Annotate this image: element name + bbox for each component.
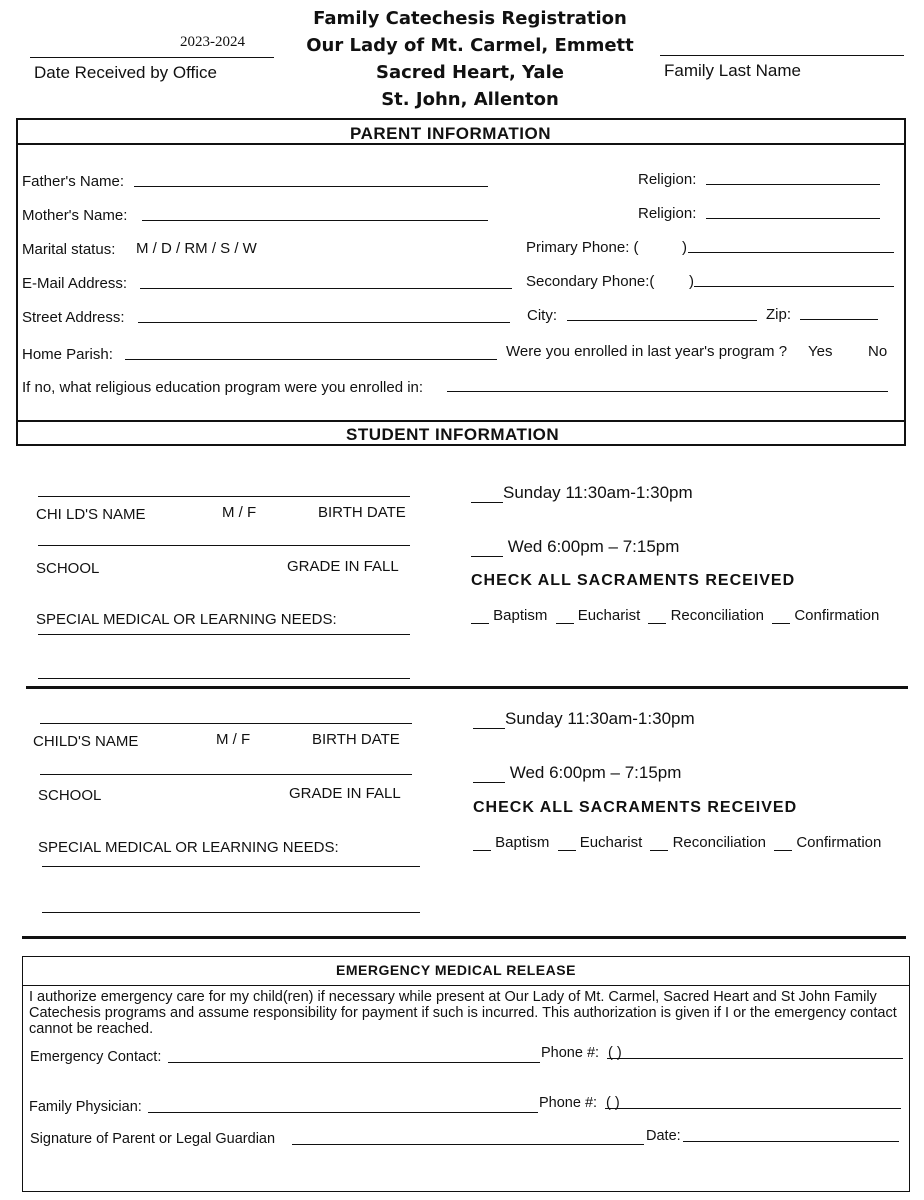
physician-phone-field[interactable] [605, 1108, 901, 1109]
emergency-phone-label: Phone #: [541, 1045, 600, 1061]
family-last-name-line[interactable] [660, 55, 904, 56]
enrolled-yes[interactable]: Yes [808, 343, 833, 360]
parish-line-3: St. John, Allenton [381, 89, 559, 110]
mothers-name-label: Mother's Name: [22, 207, 128, 224]
child1-needs-line-1[interactable] [38, 634, 410, 635]
child2-sunday-option[interactable]: Sunday 11:30am-1:30pm [473, 709, 695, 729]
child1-birthdate-label: BIRTH DATE [318, 504, 406, 521]
mothers-name-field[interactable] [142, 220, 488, 221]
previous-program-label: If no, what religious education program were you enrolled in: [22, 379, 424, 396]
email-field[interactable] [140, 288, 512, 289]
child2-needs-label: SPECIAL MEDICAL OR LEARNING NEEDS: [38, 839, 339, 856]
home-parish-field[interactable] [125, 359, 497, 360]
child1-sunday-option[interactable]: Sunday 11:30am-1:30pm [471, 483, 693, 503]
parent-info-box [16, 118, 906, 446]
enrolled-no[interactable]: No [868, 343, 888, 360]
child2-wed-option[interactable]: Wed 6:00pm – 7:15pm [473, 763, 681, 783]
email-label: E-Mail Address: [22, 275, 128, 292]
emergency-section-title: EMERGENCY MEDICAL RELEASE [336, 962, 576, 978]
child1-name-line[interactable] [38, 496, 410, 497]
child2-school-line[interactable] [40, 774, 412, 775]
child1-school-line[interactable] [38, 545, 410, 546]
city-label: City: [527, 307, 557, 324]
mother-religion-label: Religion: [638, 205, 697, 222]
child2-birthdate-label: BIRTH DATE [312, 731, 400, 748]
child2-sacrament-options[interactable]: Baptism Eucharist Reconciliation Confirmation [473, 834, 881, 851]
father-religion-field[interactable] [706, 184, 880, 185]
parish-line-1: Our Lady of Mt. Carmel, Emmett [306, 35, 634, 56]
student-section-title: STUDENT INFORMATION [346, 425, 560, 444]
child2-needs-line-2[interactable] [42, 912, 420, 913]
secondary-phone-close: ) [689, 273, 694, 290]
primary-phone-field[interactable] [688, 252, 894, 253]
city-field[interactable] [567, 320, 757, 321]
street-field[interactable] [138, 322, 510, 323]
primary-phone-close: ) [682, 239, 687, 256]
child2-name-line[interactable] [40, 723, 412, 724]
physician-phone-paren: ( ) [606, 1095, 620, 1111]
family-physician-label: Family Physician: [29, 1099, 142, 1115]
marital-status-label: Marital status: [22, 241, 116, 258]
child2-sacraments-heading: CHECK ALL SACRAMENTS RECEIVED [473, 799, 798, 816]
signature-label: Signature of Parent or Legal Guardian [30, 1131, 276, 1147]
child2-needs-line-1[interactable] [42, 866, 420, 867]
authorization-paragraph: I authorize emergency care for my child(ren) if necessary while present at Our Lady of Mt. Carmel, Sacred Heart and St John Family Catechesis programs and assume responsibility for payment if such is incurred. This authorization is given if I or the emergency contact cannot be reached. [29, 989, 897, 1037]
emergency-phone-paren: ( ) [608, 1045, 622, 1061]
emergency-phone-field[interactable] [607, 1058, 903, 1059]
parent-section-title: PARENT INFORMATION [350, 124, 552, 143]
signature-field[interactable] [292, 1144, 644, 1145]
emergency-contact-label: Emergency Contact: [30, 1049, 162, 1065]
child1-wed-option[interactable]: Wed 6:00pm – 7:15pm [471, 537, 679, 557]
father-religion-label: Religion: [638, 171, 697, 188]
child1-needs-line-2[interactable] [38, 678, 410, 679]
child1-sacraments-heading: CHECK ALL SACRAMENTS RECEIVED [471, 572, 796, 589]
emergency-divider [22, 936, 906, 939]
child2-name-label: CHILD'S NAME [33, 733, 139, 750]
child2-school-label: SCHOOL [38, 787, 102, 804]
child1-sacrament-options[interactable]: Baptism Eucharist Reconciliation Confirmation [471, 607, 879, 624]
zip-label: Zip: [766, 306, 792, 323]
primary-phone-label: Primary Phone: ( [526, 239, 639, 256]
child2-grade-label: GRADE IN FALL [289, 785, 401, 802]
enrolled-question: Were you enrolled in last year's program ? [506, 343, 788, 360]
family-last-name-label: Family Last Name [664, 61, 801, 80]
emergency-title-rule [22, 985, 910, 986]
child2-gender[interactable]: M / F [216, 731, 251, 748]
child1-school-label: SCHOOL [36, 560, 100, 577]
secondary-phone-field[interactable] [694, 286, 894, 287]
secondary-phone-label: Secondary Phone:( [526, 273, 655, 290]
date-received-line[interactable] [30, 57, 274, 58]
emergency-contact-field[interactable] [168, 1062, 540, 1063]
zip-field[interactable] [800, 319, 878, 320]
fathers-name-label: Father's Name: [22, 173, 125, 190]
marital-status-options[interactable]: M / D / RM / S / W [136, 240, 257, 257]
family-physician-field[interactable] [148, 1112, 538, 1113]
child1-name-label: CHI LD'S NAME [36, 506, 146, 523]
physician-phone-label: Phone #: [539, 1095, 598, 1111]
child1-gender[interactable]: M / F [222, 504, 257, 521]
date-received-label: Date Received by Office [34, 63, 217, 82]
previous-program-field[interactable] [447, 391, 888, 392]
school-year: 2023-2024 [180, 34, 245, 50]
child1-needs-label: SPECIAL MEDICAL OR LEARNING NEEDS: [36, 611, 337, 628]
form-title: Family Catechesis Registration [313, 8, 627, 29]
street-label: Street Address: [22, 309, 125, 326]
date-label: Date: [646, 1128, 681, 1144]
fathers-name-field[interactable] [134, 186, 488, 187]
mother-religion-field[interactable] [706, 218, 880, 219]
child1-grade-label: GRADE IN FALL [287, 558, 399, 575]
date-field[interactable] [683, 1141, 899, 1142]
student-title-rule [16, 420, 906, 422]
child-divider [26, 686, 908, 689]
parish-line-2: Sacred Heart, Yale [376, 62, 564, 83]
home-parish-label: Home Parish: [22, 346, 113, 363]
